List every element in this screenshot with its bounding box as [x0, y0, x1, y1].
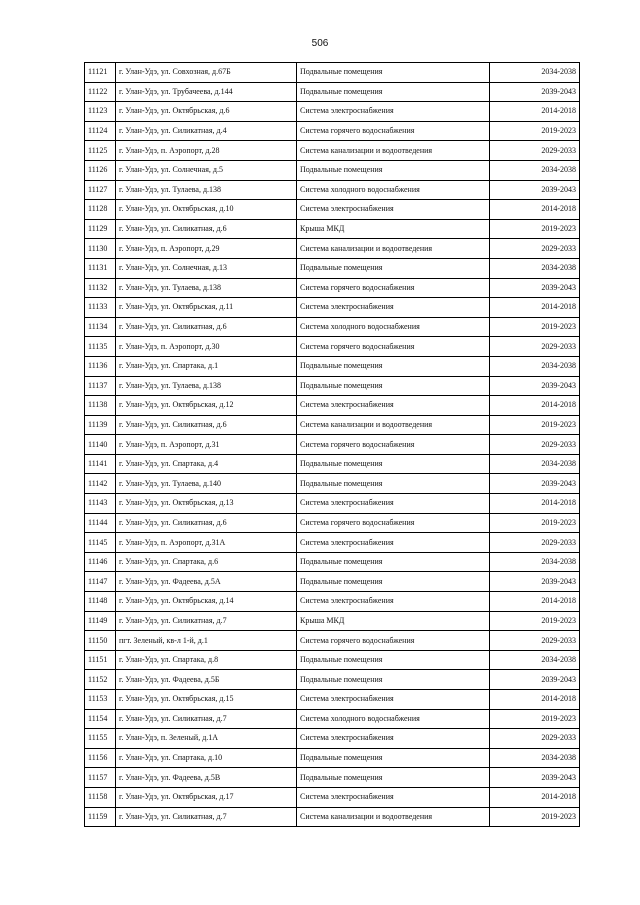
- work-type-cell: Система электроснабжения: [297, 592, 490, 612]
- table-row: [85, 435, 580, 455]
- work-type-cell: Система горячего водоснабжения: [297, 435, 490, 455]
- address-cell: г. Улан-Удэ, ул. Трубачеева, д.144: [116, 82, 297, 102]
- work-type-cell: Система канализации и водоотведения: [297, 415, 490, 435]
- work-type-cell: Крыша МКД: [297, 219, 490, 239]
- row-number-cell: 11133: [85, 298, 116, 318]
- work-type-cell: Подвальные помещения: [297, 376, 490, 396]
- period-cell: 2014-2018: [490, 102, 580, 122]
- table-row: [85, 180, 580, 200]
- address-cell: г. Улан-Удэ, ул. Октябрьская, д.11: [116, 298, 297, 318]
- row-number-cell: 11134: [85, 317, 116, 337]
- period-cell: 2039-2043: [490, 82, 580, 102]
- period-cell: 2014-2018: [490, 396, 580, 416]
- address-cell: г. Улан-Удэ, ул. Силикатная, д.4: [116, 121, 297, 141]
- address-cell: г. Улан-Удэ, ул. Солнечная, д.5: [116, 160, 297, 180]
- address-cell: г. Улан-Удэ, ул. Силикатная, д.6: [116, 513, 297, 533]
- row-number-cell: 11157: [85, 768, 116, 788]
- row-number-cell: 11137: [85, 376, 116, 396]
- period-cell: 2029-2033: [490, 631, 580, 651]
- table-row: [85, 552, 580, 572]
- table-row: [85, 494, 580, 514]
- address-cell: г. Улан-Удэ, п. Аэропорт, д.31: [116, 435, 297, 455]
- work-type-cell: Подвальные помещения: [297, 160, 490, 180]
- period-cell: 2034-2038: [490, 454, 580, 474]
- work-type-cell: Система горячего водоснабжения: [297, 513, 490, 533]
- period-cell: 2014-2018: [490, 298, 580, 318]
- address-cell: г. Улан-Удэ, ул. Солнечная, д.13: [116, 258, 297, 278]
- address-cell: г. Улан-Удэ, п. Зеленый, д.1А: [116, 729, 297, 749]
- address-cell: г. Улан-Удэ, п. Аэропорт, д.29: [116, 239, 297, 259]
- page-number: 506: [311, 38, 329, 49]
- address-cell: г. Улан-Удэ, п. Аэропорт, д.31А: [116, 533, 297, 553]
- row-number-cell: 11152: [85, 670, 116, 690]
- period-cell: 2039-2043: [490, 572, 580, 592]
- row-number-cell: 11147: [85, 572, 116, 592]
- period-cell: 2019-2023: [490, 709, 580, 729]
- row-number-cell: 11154: [85, 709, 116, 729]
- work-type-cell: Система электроснабжения: [297, 533, 490, 553]
- work-type-cell: Подвальные помещения: [297, 454, 490, 474]
- table-row: [85, 160, 580, 180]
- row-number-cell: 11146: [85, 552, 116, 572]
- period-cell: 2019-2023: [490, 807, 580, 827]
- period-cell: 2034-2038: [490, 552, 580, 572]
- period-cell: 2014-2018: [490, 690, 580, 710]
- row-number-cell: 11132: [85, 278, 116, 298]
- work-type-cell: Подвальные помещения: [297, 63, 490, 83]
- row-number-cell: 11136: [85, 356, 116, 376]
- period-cell: 2039-2043: [490, 278, 580, 298]
- period-cell: 2019-2023: [490, 611, 580, 631]
- work-type-cell: Система электроснабжения: [297, 298, 490, 318]
- table-row: [85, 63, 580, 83]
- period-cell: 2034-2038: [490, 748, 580, 768]
- address-cell: г. Улан-Удэ, ул. Силикатная, д.6: [116, 317, 297, 337]
- work-type-cell: Подвальные помещения: [297, 748, 490, 768]
- address-cell: г. Улан-Удэ, ул. Совхозная, д.67Б: [116, 63, 297, 83]
- work-type-cell: Система канализации и водоотведения: [297, 239, 490, 259]
- work-type-cell: Система электроснабжения: [297, 396, 490, 416]
- period-cell: 2029-2033: [490, 141, 580, 161]
- work-type-cell: Система горячего водоснабжения: [297, 631, 490, 651]
- work-type-cell: Подвальные помещения: [297, 258, 490, 278]
- row-number-cell: 11124: [85, 121, 116, 141]
- period-cell: 2039-2043: [490, 768, 580, 788]
- work-type-cell: Подвальные помещения: [297, 552, 490, 572]
- row-number-cell: 11128: [85, 200, 116, 220]
- address-cell: г. Улан-Удэ, ул. Силикатная, д.7: [116, 709, 297, 729]
- row-number-cell: 11123: [85, 102, 116, 122]
- work-type-cell: Подвальные помещения: [297, 650, 490, 670]
- address-cell: г. Улан-Удэ, ул. Спартака, д.6: [116, 552, 297, 572]
- work-type-cell: Подвальные помещения: [297, 356, 490, 376]
- table-row: [85, 239, 580, 259]
- row-number-cell: 11145: [85, 533, 116, 553]
- row-number-cell: 11139: [85, 415, 116, 435]
- period-cell: 2019-2023: [490, 121, 580, 141]
- table-row: [85, 572, 580, 592]
- table-row: [85, 454, 580, 474]
- address-cell: г. Улан-Удэ, ул. Спартака, д.10: [116, 748, 297, 768]
- work-type-cell: Система горячего водоснабжения: [297, 278, 490, 298]
- table-row: [85, 376, 580, 396]
- row-number-cell: 11150: [85, 631, 116, 651]
- period-cell: 2014-2018: [490, 494, 580, 514]
- row-number-cell: 11158: [85, 787, 116, 807]
- table-row: [85, 729, 580, 749]
- address-cell: г. Улан-Удэ, ул. Октябрьская, д.15: [116, 690, 297, 710]
- period-cell: 2034-2038: [490, 63, 580, 83]
- work-type-cell: Система горячего водоснабжения: [297, 121, 490, 141]
- address-cell: г. Улан-Удэ, ул. Спартака, д.8: [116, 650, 297, 670]
- address-cell: г. Улан-Удэ, ул. Тулаева, д.138: [116, 376, 297, 396]
- work-type-cell: Система электроснабжения: [297, 729, 490, 749]
- period-cell: 2029-2033: [490, 729, 580, 749]
- table-row: [85, 258, 580, 278]
- table-row: [85, 102, 580, 122]
- address-cell: г. Улан-Удэ, ул. Фадеева, д.5В: [116, 768, 297, 788]
- address-cell: г. Улан-Удэ, ул. Спартака, д.4: [116, 454, 297, 474]
- row-number-cell: 11155: [85, 729, 116, 749]
- address-cell: г. Улан-Удэ, ул. Фадеева, д.5Б: [116, 670, 297, 690]
- period-cell: 2029-2033: [490, 435, 580, 455]
- registry-table-body: [85, 63, 580, 827]
- address-cell: г. Улан-Удэ, ул. Октябрьская, д.12: [116, 396, 297, 416]
- period-cell: 2034-2038: [490, 258, 580, 278]
- row-number-cell: 11135: [85, 337, 116, 357]
- row-number-cell: 11140: [85, 435, 116, 455]
- table-row: [85, 650, 580, 670]
- table-row: [85, 670, 580, 690]
- row-number-cell: 11151: [85, 650, 116, 670]
- table-row: [85, 533, 580, 553]
- address-cell: г. Улан-Удэ, ул. Силикатная, д.7: [116, 611, 297, 631]
- work-type-cell: Система холодного водоснабжения: [297, 180, 490, 200]
- table-row: [85, 337, 580, 357]
- row-number-cell: 11129: [85, 219, 116, 239]
- row-number-cell: 11149: [85, 611, 116, 631]
- address-cell: г. Улан-Удэ, ул. Тулаева, д.138: [116, 278, 297, 298]
- work-type-cell: Система горячего водоснабжения: [297, 337, 490, 357]
- table-row: [85, 317, 580, 337]
- row-number-cell: 11142: [85, 474, 116, 494]
- row-number-cell: 11126: [85, 160, 116, 180]
- address-cell: г. Улан-Удэ, ул. Силикатная, д.7: [116, 807, 297, 827]
- work-type-cell: Система электроснабжения: [297, 690, 490, 710]
- period-cell: 2014-2018: [490, 592, 580, 612]
- table-row: [85, 121, 580, 141]
- work-type-cell: Система канализации и водоотведения: [297, 807, 490, 827]
- period-cell: 2034-2038: [490, 650, 580, 670]
- address-cell: г. Улан-Удэ, ул. Тулаева, д.138: [116, 180, 297, 200]
- work-type-cell: Система холодного водоснабжения: [297, 709, 490, 729]
- address-cell: г. Улан-Удэ, ул. Силикатная, д.6: [116, 219, 297, 239]
- address-cell: г. Улан-Удэ, ул. Спартака, д.1: [116, 356, 297, 376]
- address-cell: г. Улан-Удэ, ул. Октябрьская, д.6: [116, 102, 297, 122]
- period-cell: 2029-2033: [490, 533, 580, 553]
- table-row: [85, 415, 580, 435]
- row-number-cell: 11130: [85, 239, 116, 259]
- period-cell: 2019-2023: [490, 219, 580, 239]
- table-row: [85, 474, 580, 494]
- row-number-cell: 11156: [85, 748, 116, 768]
- address-cell: г. Улан-Удэ, ул. Силикатная, д.6: [116, 415, 297, 435]
- table-row: [85, 592, 580, 612]
- period-cell: 2019-2023: [490, 317, 580, 337]
- table-row: [85, 141, 580, 161]
- period-cell: 2034-2038: [490, 160, 580, 180]
- period-cell: 2039-2043: [490, 180, 580, 200]
- row-number-cell: 11144: [85, 513, 116, 533]
- table-row: [85, 356, 580, 376]
- work-type-cell: Подвальные помещения: [297, 572, 490, 592]
- row-number-cell: 11141: [85, 454, 116, 474]
- work-type-cell: Система электроснабжения: [297, 787, 490, 807]
- work-type-cell: Подвальные помещения: [297, 82, 490, 102]
- period-cell: 2014-2018: [490, 787, 580, 807]
- registry-table: [84, 62, 580, 827]
- row-number-cell: 11148: [85, 592, 116, 612]
- address-cell: г. Улан-Удэ, ул. Октябрьская, д.17: [116, 787, 297, 807]
- period-cell: 2039-2043: [490, 474, 580, 494]
- row-number-cell: 11153: [85, 690, 116, 710]
- table-row: [85, 396, 580, 416]
- row-number-cell: 11131: [85, 258, 116, 278]
- table-row: [85, 611, 580, 631]
- address-cell: г. Улан-Удэ, ул. Тулаева, д.140: [116, 474, 297, 494]
- table-row: [85, 278, 580, 298]
- address-cell: пгт. Зеленый, кв-л 1-й, д.1: [116, 631, 297, 651]
- table-row: [85, 748, 580, 768]
- work-type-cell: Система электроснабжения: [297, 200, 490, 220]
- table-row: [85, 690, 580, 710]
- row-number-cell: 11143: [85, 494, 116, 514]
- period-cell: 2019-2023: [490, 513, 580, 533]
- period-cell: 2019-2023: [490, 415, 580, 435]
- address-cell: г. Улан-Удэ, ул. Фадеева, д.5А: [116, 572, 297, 592]
- row-number-cell: 11122: [85, 82, 116, 102]
- period-cell: 2039-2043: [490, 670, 580, 690]
- period-cell: 2039-2043: [490, 376, 580, 396]
- row-number-cell: 11121: [85, 63, 116, 83]
- work-type-cell: Подвальные помещения: [297, 768, 490, 788]
- address-cell: г. Улан-Удэ, ул. Октябрьская, д.13: [116, 494, 297, 514]
- row-number-cell: 11159: [85, 807, 116, 827]
- table-row: [85, 631, 580, 651]
- address-cell: г. Улан-Удэ, п. Аэропорт, д.30: [116, 337, 297, 357]
- work-type-cell: Подвальные помещения: [297, 474, 490, 494]
- table-row: [85, 219, 580, 239]
- table-row: [85, 82, 580, 102]
- table-row: [85, 513, 580, 533]
- period-cell: 2029-2033: [490, 337, 580, 357]
- address-cell: г. Улан-Удэ, п. Аэропорт, д.28: [116, 141, 297, 161]
- table-row: [85, 807, 580, 827]
- work-type-cell: Крыша МКД: [297, 611, 490, 631]
- address-cell: г. Улан-Удэ, ул. Октябрьская, д.14: [116, 592, 297, 612]
- table-row: [85, 298, 580, 318]
- period-cell: 2014-2018: [490, 200, 580, 220]
- period-cell: 2029-2033: [490, 239, 580, 259]
- work-type-cell: Система электроснабжения: [297, 102, 490, 122]
- table-row: [85, 200, 580, 220]
- row-number-cell: 11127: [85, 180, 116, 200]
- work-type-cell: Подвальные помещения: [297, 670, 490, 690]
- address-cell: г. Улан-Удэ, ул. Октябрьская, д.10: [116, 200, 297, 220]
- work-type-cell: Система канализации и водоотведения: [297, 141, 490, 161]
- table-row: [85, 787, 580, 807]
- table-row: [85, 709, 580, 729]
- row-number-cell: 11125: [85, 141, 116, 161]
- table-row: [85, 768, 580, 788]
- work-type-cell: Система холодного водоснабжения: [297, 317, 490, 337]
- row-number-cell: 11138: [85, 396, 116, 416]
- work-type-cell: Система электроснабжения: [297, 494, 490, 514]
- period-cell: 2034-2038: [490, 356, 580, 376]
